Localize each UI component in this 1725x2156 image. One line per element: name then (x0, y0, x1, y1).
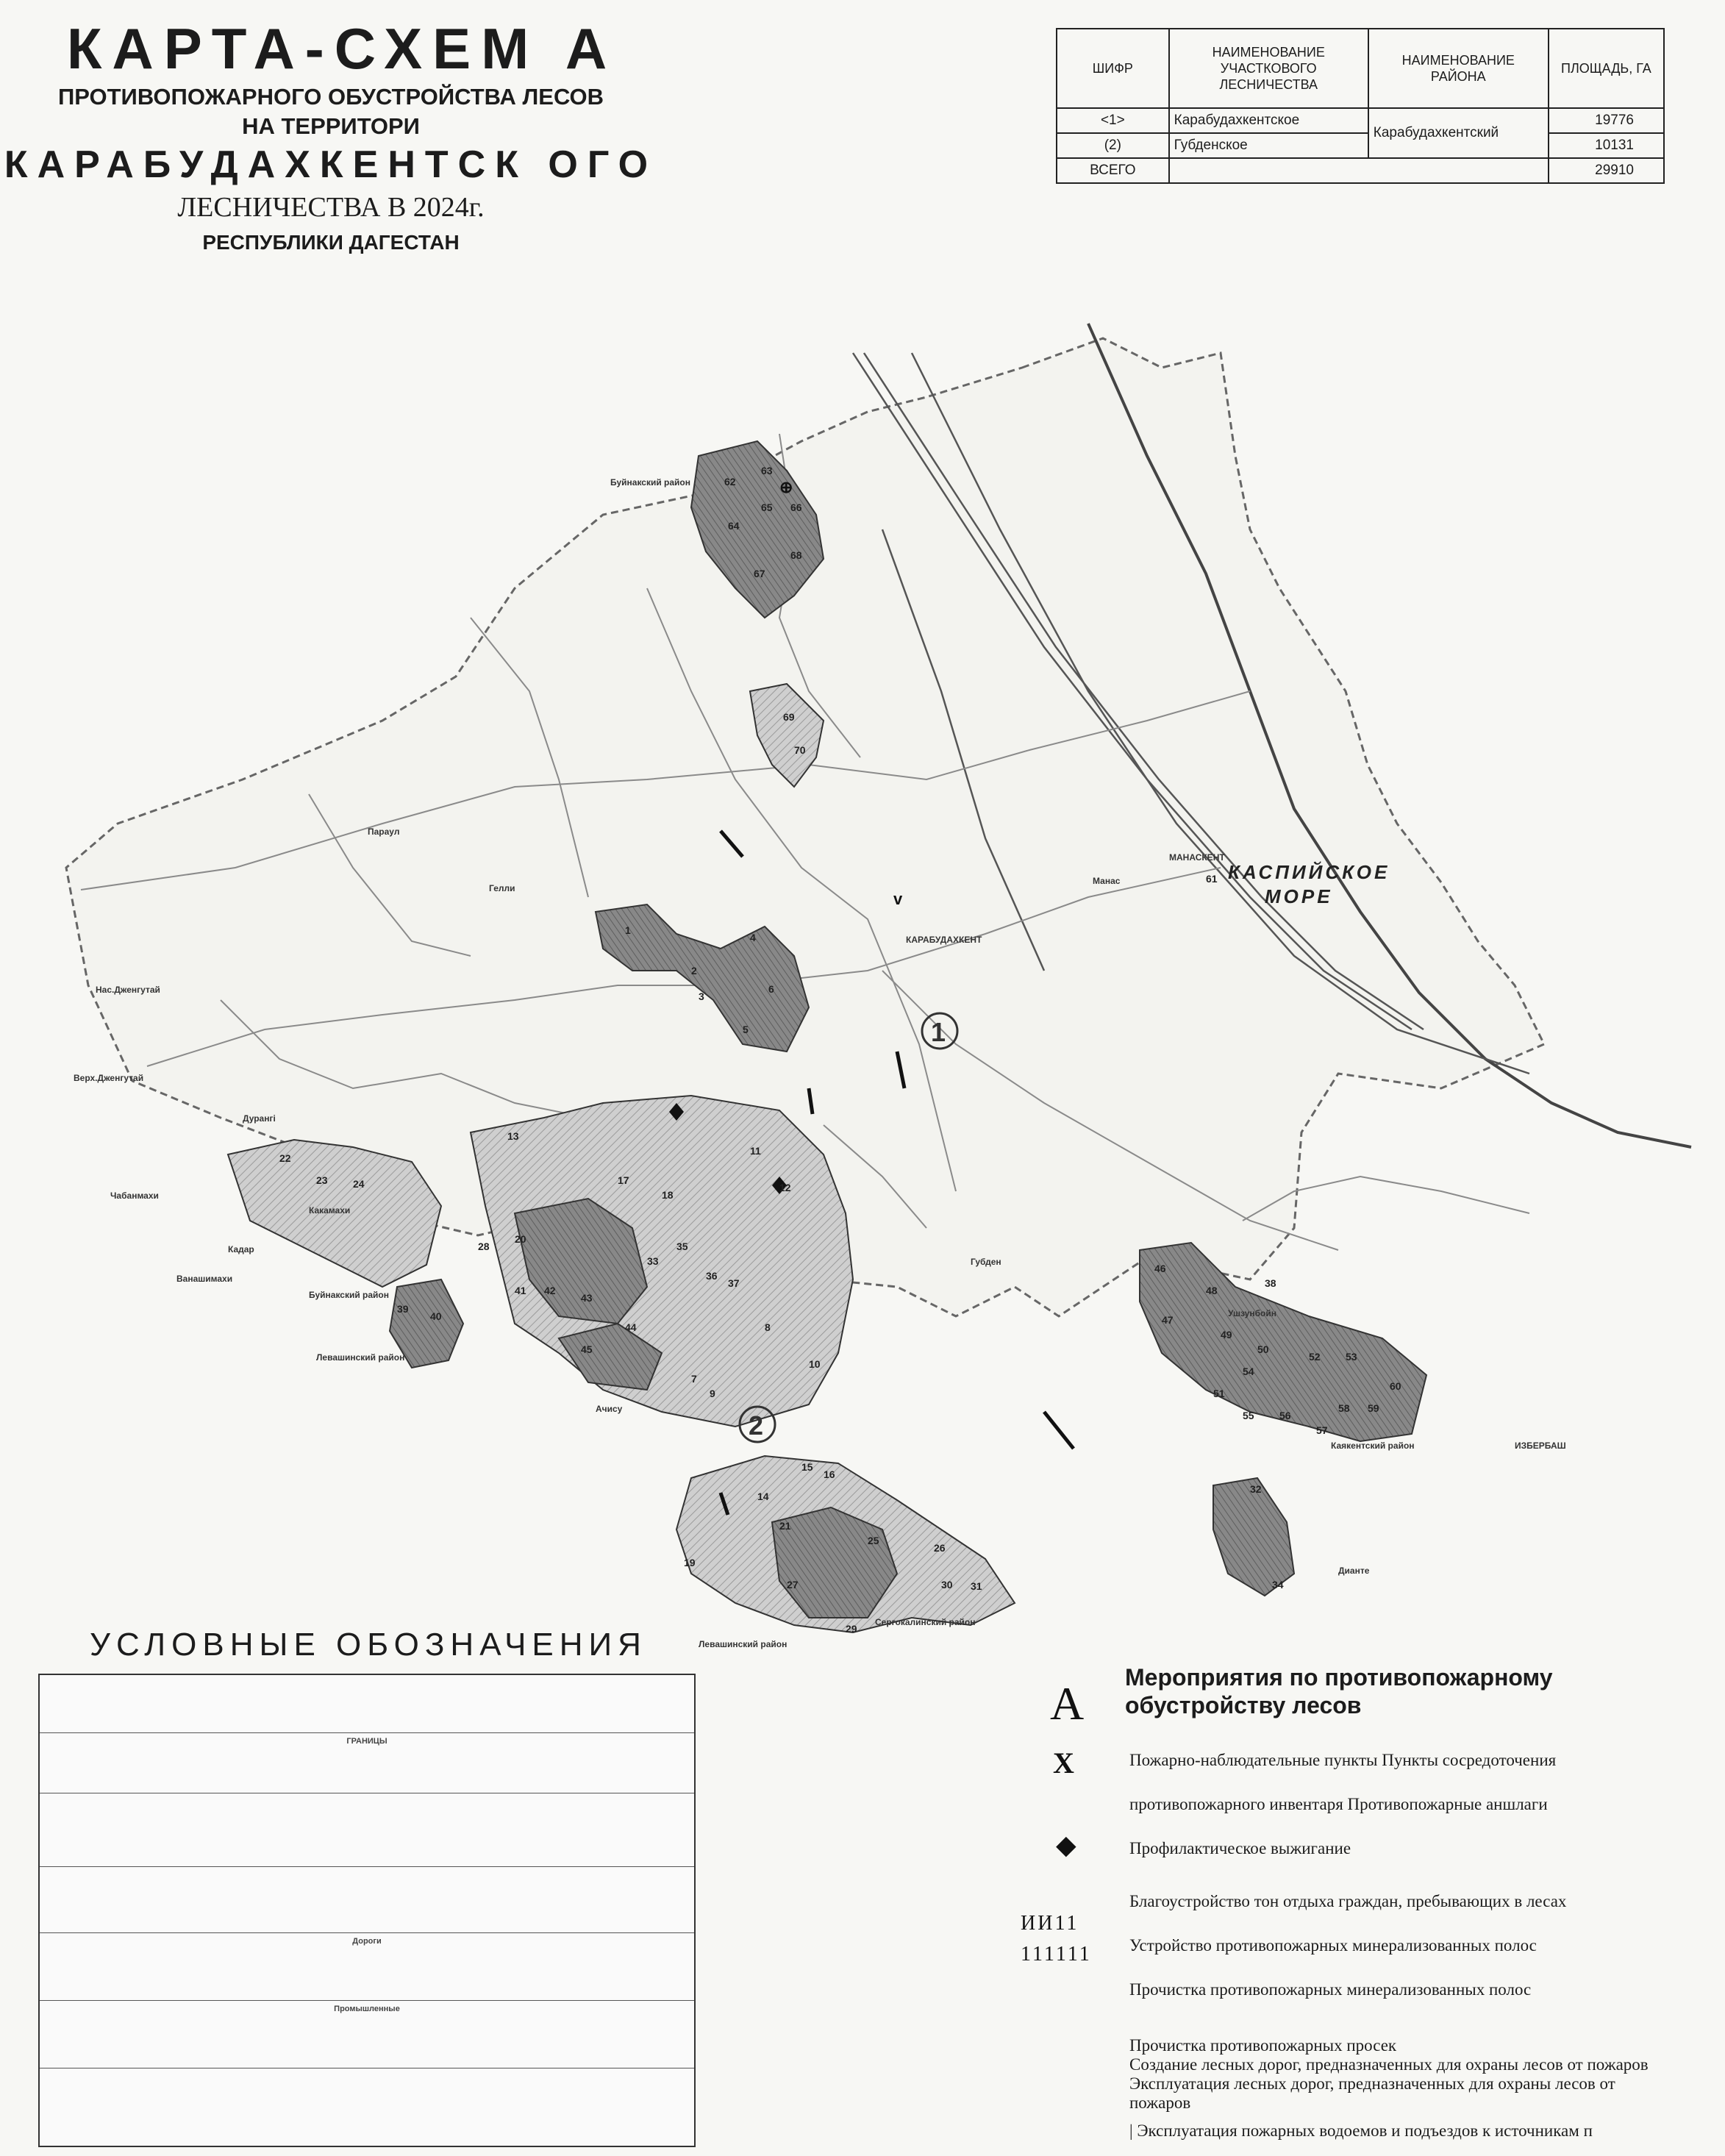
district-kayakent: Каякентский район (1331, 1441, 1415, 1451)
compartment-number: 68 (790, 549, 802, 561)
legend-section-industry: Промышленные (334, 2005, 400, 2013)
legend-section-borders: ГРАНИЦЫ (346, 1737, 388, 1746)
compartment-number: 52 (1309, 1351, 1321, 1363)
compartment-number: 23 (316, 1174, 328, 1186)
settlement-achisu: Ачису (596, 1404, 623, 1414)
settlement-uzunbuyn: Ушзунбойн (1228, 1308, 1276, 1318)
measure-item: Прочистка противопожарных минерализованных полос (1129, 1980, 1532, 1999)
compartment-number: 33 (647, 1255, 659, 1267)
summary-table (1056, 28, 1665, 184)
compartment-number: 14 (757, 1491, 769, 1502)
compartment-number: 37 (728, 1277, 740, 1289)
header-district: НАИМЕНОВАНИЕ РАЙОНА (1368, 29, 1549, 108)
compartment-number: 13 (507, 1130, 519, 1142)
district-buynaksk: Буйнакский район (309, 1290, 390, 1300)
row-forestry: Губденское (1169, 133, 1368, 158)
compartment-number: 2 (691, 965, 697, 977)
compartment-number: 30 (941, 1579, 953, 1591)
compartment-number: 1 (625, 924, 631, 936)
compartment-number: 11 (750, 1145, 761, 1157)
compartment-number: 65 (761, 501, 773, 513)
compartment-number: 46 (1154, 1263, 1166, 1274)
compartment-number: 7 (691, 1373, 697, 1385)
row-area: 19776 (1549, 108, 1664, 133)
settlement-manaskent: МАНАСКЕНТ (1169, 852, 1225, 863)
watch-point-symbol: A (1050, 1677, 1085, 1730)
compartment-number: 25 (868, 1535, 879, 1546)
legend-row-roads (40, 1949, 694, 2001)
measures-panel (1015, 1663, 1725, 2156)
compartment-number: 45 (581, 1343, 593, 1355)
compartment-number: 19 (684, 1557, 696, 1568)
settlement-durangi: Дурангі (243, 1113, 276, 1124)
compartment-number: 9 (710, 1388, 715, 1399)
district-sergokala: Сергокалинский район (875, 1617, 976, 1627)
legend-section-roads: Дороги (352, 1937, 382, 1946)
compartment-number: 51 (1213, 1388, 1225, 1399)
legend-row-borders (40, 1749, 694, 1793)
strip-symbol-1: ИИ11 (1021, 1912, 1079, 1935)
measure-item: Пожарно-наблюдательные пункты Пункты сосредоточения (1129, 1751, 1557, 1769)
forestry-name: КАРАБУДАХКЕНТСК ОГО (4, 143, 658, 186)
summary-table-header (1057, 29, 1664, 108)
compartment-number: 62 (724, 476, 736, 488)
forest-area-south-east (1213, 1478, 1294, 1596)
total-area: 29910 (1549, 158, 1664, 183)
measure-item: Благоустройство тон отдыха граждан, пребывающих в лесах (1129, 1892, 1567, 1910)
compartment-number: 50 (1257, 1343, 1269, 1355)
settlement-gelli: Гелли (489, 883, 515, 893)
measures-title: Мероприятия по противопожарному обустройству лесов (1125, 1664, 1553, 1718)
compartment-number: 22 (279, 1152, 291, 1164)
total-empty (1169, 158, 1549, 183)
svg-text:1: 1 (931, 1017, 946, 1047)
legend-row-settlements (40, 1866, 694, 1933)
svg-text:2: 2 (749, 1410, 764, 1441)
legend-grid (38, 1674, 696, 2147)
compartment-number: 47 (1162, 1314, 1174, 1326)
header-code: ШИФР (1057, 29, 1169, 108)
measure-item: | Эксплуатация пожарных водоемов и подъездов к источникам п (1129, 2121, 1593, 2140)
settlement-parauli: Параул (368, 827, 400, 837)
forest-map (0, 309, 1725, 1655)
compartment-number: 32 (1250, 1483, 1262, 1495)
compartment-number: 63 (761, 465, 773, 476)
compartment-number: 4 (750, 932, 756, 943)
compartment-number: 59 (1368, 1402, 1379, 1414)
compartment-number: 21 (779, 1520, 791, 1532)
compartment-number: 8 (765, 1321, 771, 1333)
compartment-number: 6 (768, 983, 774, 995)
compartment-number: 27 (787, 1579, 799, 1591)
compartment-number: 17 (618, 1174, 629, 1186)
table-row (1057, 108, 1664, 133)
compartment-number: 55 (1243, 1410, 1254, 1421)
compartment-number: 3 (699, 990, 704, 1002)
compartment-number: 43 (581, 1292, 593, 1304)
compartment-number: 15 (801, 1461, 813, 1473)
compartment-number: 10 (809, 1358, 821, 1370)
compartment-number: 39 (397, 1303, 409, 1315)
compartment-number: 34 (1272, 1579, 1284, 1591)
measure-item: Создание лесных дорог, предназначенных для охраны лесов от пожаров (1129, 2055, 1649, 2074)
map-title: КАРТА-СХЕМ А (66, 16, 618, 81)
inventory-point-symbol: X (1053, 1746, 1074, 1780)
settlement-izberbash: ИЗБЕРБАШ (1515, 1441, 1566, 1451)
map-subtitle-1: ПРОТИВОПОЖАРНОГО ОБУСТРОЙСТВА ЛЕСОВ (57, 84, 604, 110)
compartment-number: 53 (1346, 1351, 1357, 1363)
row-area: 10131 (1549, 133, 1664, 158)
table-row-total (1057, 158, 1664, 183)
district-levashi: Левашинский район (316, 1352, 405, 1363)
compartment-number: 24 (353, 1178, 365, 1190)
legend-row-other (40, 2068, 694, 2144)
compartment-number: 41 (515, 1285, 526, 1296)
compartment-number: 20 (515, 1233, 526, 1245)
legend-panel (38, 1627, 693, 2149)
row-district: Карабудахкентский (1368, 108, 1549, 158)
total-label: ВСЕГО (1057, 158, 1169, 183)
compartment-number: 40 (430, 1310, 442, 1322)
measure-item: Устройство противопожарных минерализованных полос (1129, 1936, 1537, 1955)
settlement-kadar: Кадар (228, 1244, 254, 1254)
header-forestry: НАИМЕНОВАНИЕ УЧАСТКОВОГО ЛЕСНИЧЕСТВА (1169, 29, 1368, 108)
town-karabudakhkent: КАРАБУДАХКЕНТ (906, 935, 982, 945)
compartment-number: 69 (783, 711, 795, 723)
measure-item: пожаров (1129, 2093, 1191, 2112)
measure-item: Прочистка противопожарных просек (1129, 2036, 1397, 2055)
legend-row-symbols (40, 1675, 694, 1733)
sea-label-2: МОРЕ (1265, 885, 1333, 907)
sea-label-1: КАСПИЙСКОЕ (1228, 861, 1390, 883)
settlement-kakamakhi: Какамахи (309, 1205, 351, 1216)
compartment-number: 12 (779, 1182, 791, 1193)
settlement-dzhengutai: Верх.Дженгутай (74, 1073, 144, 1083)
settlement-gubden: Губден (971, 1257, 1001, 1267)
compartment-number: 64 (728, 520, 740, 532)
settlement-naskent: Нас.Дженгутай (96, 985, 160, 995)
strip-symbol-2: 111111 (1021, 1943, 1092, 1966)
map-title-block (0, 15, 662, 259)
compartment-number: 18 (662, 1189, 674, 1201)
compartment-number: 56 (1279, 1410, 1291, 1421)
compartment-number: 48 (1206, 1285, 1218, 1296)
settlement-vanashimakhi: Ванашимахи (176, 1274, 233, 1284)
year-line: ЛЕСНИЧЕСТВА В 2024г. (177, 192, 485, 223)
measure-item: противопожарного инвентаря Противопожарные аншлаги (1129, 1795, 1548, 1813)
compartment-number: 54 (1243, 1366, 1254, 1377)
compartment-number: 16 (824, 1468, 835, 1480)
republic-line: РЕСПУБЛИКИ ДАГЕСТАН (202, 231, 460, 254)
compartment-number: 31 (971, 1580, 982, 1592)
legend-row-industry (40, 2016, 694, 2068)
compartment-number: 28 (478, 1241, 490, 1252)
legend-title: УСЛОВНЫЕ ОБОЗНАЧЕНИЯ (90, 1627, 647, 1663)
compartment-number: 70 (794, 744, 806, 756)
settlement-chabanmakhi: Чабанмахи (110, 1191, 159, 1201)
svg-text:⊕: ⊕ (779, 478, 793, 496)
svg-text:v: v (893, 890, 903, 908)
measure-item: Профилактическое выжигание (1129, 1839, 1351, 1857)
measure-item: Эксплуатация лесных дорог, предназначенных для охраны лесов от (1129, 2074, 1615, 2093)
compartment-number: 49 (1221, 1329, 1232, 1341)
compartment-number: 26 (934, 1542, 946, 1554)
row-forestry: Карабудахкентское (1169, 108, 1368, 133)
compartment-number: 58 (1338, 1402, 1350, 1414)
compartment-number: 35 (676, 1241, 688, 1252)
compartment-number: 38 (1265, 1277, 1276, 1289)
row-code: (2) (1057, 133, 1169, 158)
compartment-number: 61 (1206, 873, 1218, 885)
compartment-number: 44 (625, 1321, 637, 1333)
compartment-number: 42 (544, 1285, 556, 1296)
district-levashi-south: Левашинский район (699, 1639, 788, 1649)
table-row (1057, 133, 1664, 158)
compartment-number: 66 (790, 501, 802, 513)
map-subtitle-2: НА ТЕРРИТОРИ (242, 113, 420, 139)
settlement-manas: Манас (1093, 876, 1121, 886)
compartment-number: 67 (754, 568, 765, 579)
compartment-number: 57 (1316, 1424, 1328, 1436)
header-area: ПЛОЩАДЬ, ГА (1549, 29, 1664, 108)
district-buynaksk-north: Буйнакский район (610, 477, 691, 488)
legend-row-protection (40, 1793, 694, 1867)
row-code: <1> (1057, 108, 1169, 133)
compartment-number: 60 (1390, 1380, 1401, 1392)
compartment-number: 36 (706, 1270, 718, 1282)
compartment-number: 5 (743, 1024, 749, 1035)
burning-symbol: ◆ (1056, 1830, 1076, 1860)
compartment-number: 29 (846, 1623, 857, 1635)
settlement-dianta: Дианте (1338, 1566, 1370, 1576)
